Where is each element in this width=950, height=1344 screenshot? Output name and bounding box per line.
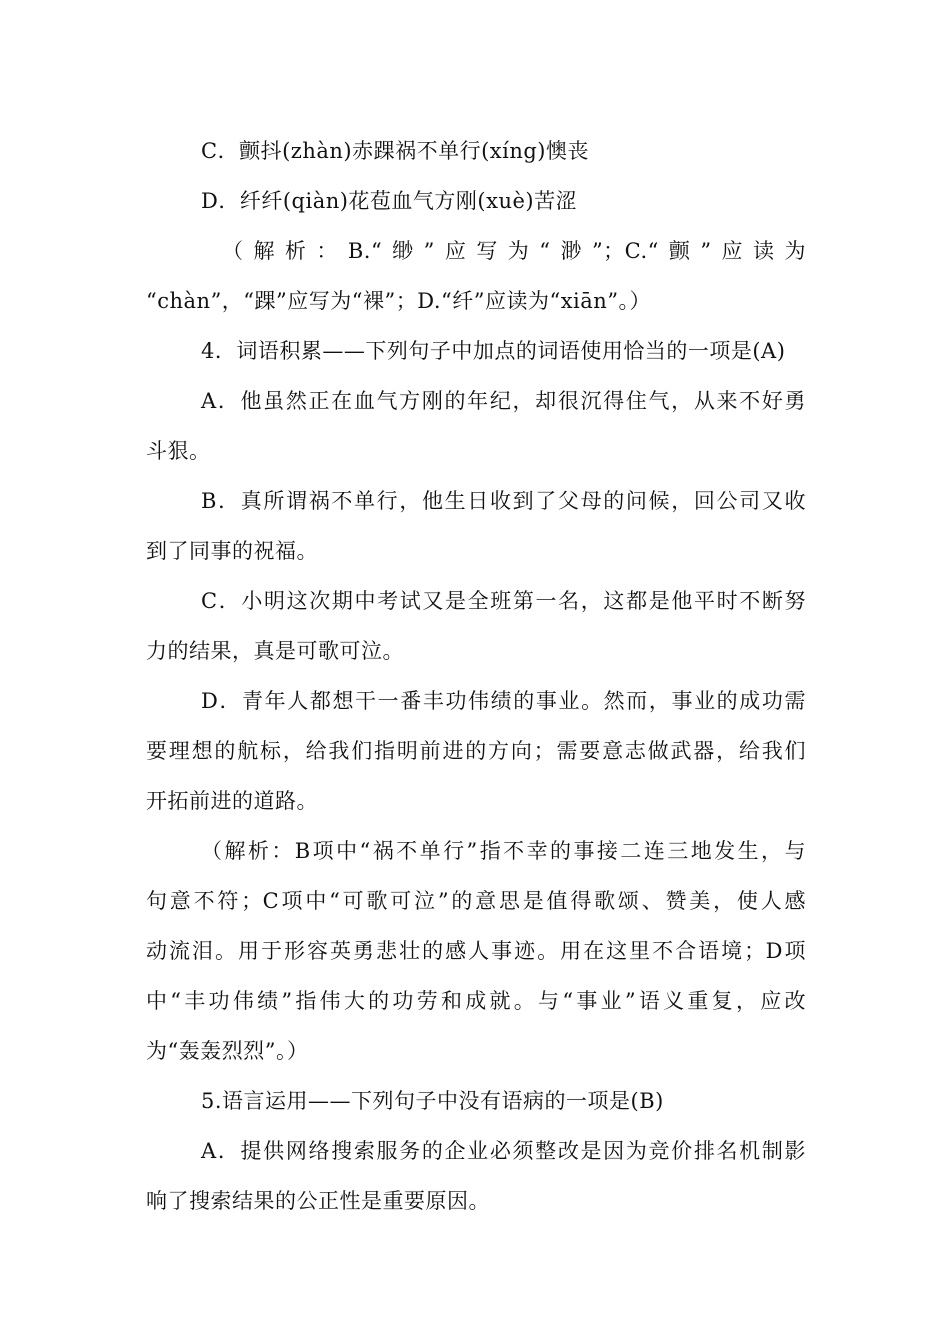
option-d-line: D．纤纤(qiàn)花苞血气方刚(xuè)苦涩 [201,189,578,213]
question-4-option-d-line-2: 要理想的航标，给我们指明前进的方向；需要意志做武器，给我们 [146,739,806,763]
question-4-option-d-line-1: D．青年人都想干一番丰功伟绩的事业。然而，事业的成功需 [201,689,806,713]
explanation-4-line-4: 中“丰功伟绩”指伟大的功劳和成就。与“事业”语义重复，应改 [146,989,806,1013]
explanation-4-line-3: 动流泪。用于形容英勇悲壮的感人事迹。用在这里不合语境；D项 [146,939,806,963]
explanation-4-line-2: 句意不符；C项中“可歌可泣”的意思是值得歌颂、赞美，使人感 [146,889,806,913]
explanation-4-line-1: （解析：B项中“祸不单行”指不幸的事接二连三地发生，与 [201,839,806,863]
explanation-3-line-2: “chàn”，“踝”应写为“裸”；D.“纤”应读为“xiān”。） [146,289,652,313]
question-4-heading: 4．词语积累——下列句子中加点的词语使用恰当的一项是(A) [201,339,786,363]
question-4-option-b-line-2: 到了同事的祝福。 [146,539,318,563]
question-4-option-d-line-3: 开拓前进的道路。 [146,789,318,813]
question-4-option-c-line-2: 力的结果，真是可歌可泣。 [146,639,404,663]
question-4-option-c-line-1: C．小明这次期中考试又是全班第一名，这都是他平时不断努 [201,589,806,613]
question-5-option-a-line-2: 响了搜索结果的公正性是重要原因。 [146,1189,490,1213]
explanation-3-line-1: （解析：B.“缈”应写为“渺”；C.“颤”应读为 [222,239,806,263]
question-5-heading: 5.语言运用——下列句子中没有语病的一项是(B) [201,1089,664,1113]
question-5-option-a-line-1: A．提供网络搜索服务的企业必须整改是因为竞价排名机制影 [201,1139,806,1163]
question-4-option-b-line-1: B．真所谓祸不单行，他生日收到了父母的问候，回公司又收 [201,489,806,513]
question-4-option-a-line-2: 斗狠。 [146,439,211,463]
question-4-option-a-line-1: A．他虽然正在血气方刚的年纪，却很沉得住气，从来不好勇 [201,389,806,413]
explanation-4-line-5: 为“轰轰烈烈”。） [146,1039,309,1063]
option-c-line: C．颤抖(zhàn)赤踝祸不单行(xíng)懊丧 [201,139,589,163]
